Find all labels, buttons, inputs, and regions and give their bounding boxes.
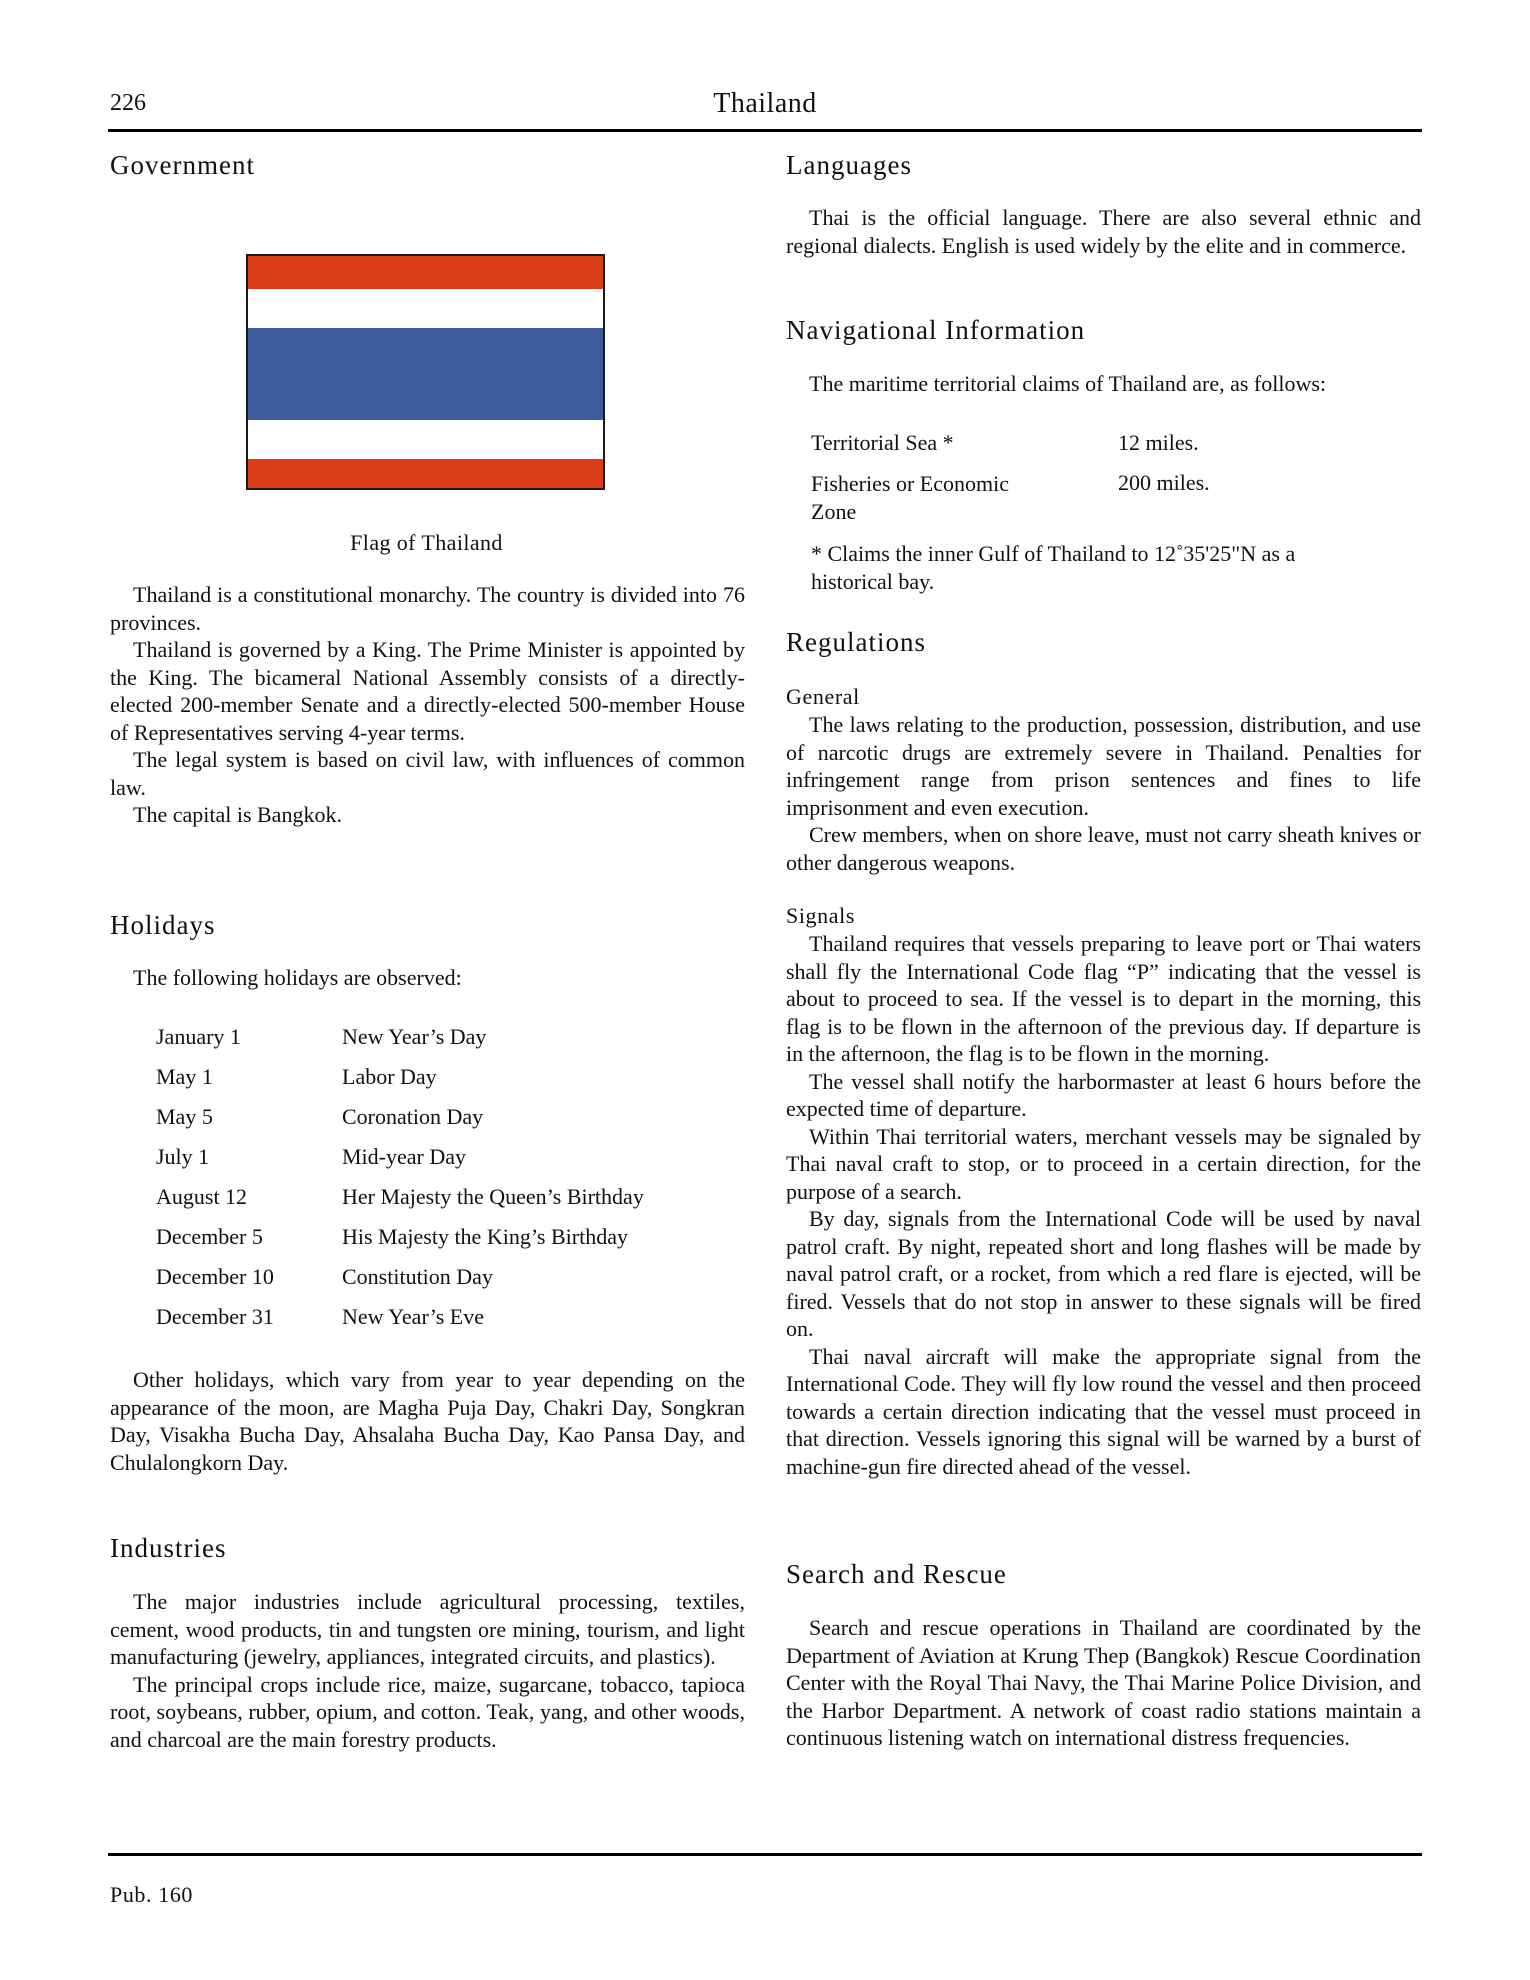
- holidays-table: [156, 1024, 736, 1344]
- footer-rule: [108, 1853, 1422, 1856]
- holiday-name: Coronation Day: [342, 1104, 484, 1129]
- holiday-name: New Year’s Eve: [342, 1304, 484, 1329]
- flag-caption: Flag of Thailand: [350, 530, 503, 555]
- table-row: [156, 1264, 736, 1304]
- table-row: [156, 1184, 736, 1224]
- other-holidays-block: [110, 1366, 745, 1476]
- government-paragraph: The legal system is based on civil law, with influences of common law.: [110, 747, 745, 800]
- general-body: [786, 711, 1421, 876]
- flag-stripe-white-top: [248, 289, 603, 328]
- claim-value: 12 miles.: [1118, 430, 1199, 455]
- holiday-name: Her Majesty the Queen’s Birthday: [342, 1184, 644, 1209]
- holiday-date: December 5: [156, 1224, 263, 1249]
- industries-heading: Industries: [110, 1533, 227, 1563]
- holiday-name: Constitution Day: [342, 1264, 493, 1289]
- table-row: [156, 1224, 736, 1264]
- holidays-intro: The following holidays are observed:: [133, 965, 462, 990]
- signals-paragraph: Within Thai territorial waters, merchant vessels may be signaled by Thai naval craft to stop, or to proceed in a certain direction, for the purpose of a search.: [786, 1123, 1421, 1204]
- holiday-name: New Year’s Day: [342, 1024, 487, 1049]
- table-row: [156, 1304, 736, 1344]
- signals-paragraph: Thailand requires that vessels preparing to leave port or Thai waters shall fly the International Code flag “P” indicating that the vessel is about to proceed to sea. If the vessel is to depart in the morning, this flag is to be flown in the afternoon of the previous day. If departure is in the afternoon, the flag is to be flown in the morning.: [786, 931, 1421, 1066]
- government-heading: Government: [110, 150, 255, 180]
- general-subheading: General: [786, 684, 860, 709]
- government-paragraph: Thailand is governed by a King. The Prime Minister is appointed by the King. The bicameral National Assembly consists of a directly-elected 200-member Senate and a directly-elected 500-member House of Representatives serving 4-year terms.: [110, 637, 745, 745]
- navigational-footnote: * Claims the inner Gulf of Thailand to 12˚35'25"N as a historical bay.: [811, 541, 1296, 594]
- holidays-intro-block: [110, 964, 745, 992]
- table-row: [811, 470, 1411, 538]
- table-row: [156, 1144, 736, 1184]
- holidays-heading: Holidays: [110, 910, 216, 940]
- regulations-heading: Regulations: [786, 627, 926, 657]
- claim-label: Fisheries or Economic Zone: [811, 471, 1009, 524]
- holiday-name: His Majesty the King’s Birthday: [342, 1224, 628, 1249]
- government-body: [110, 581, 745, 829]
- search-rescue-body: [786, 1614, 1421, 1752]
- flag-stripe-white-bottom: [248, 420, 603, 459]
- table-row: [811, 430, 1411, 470]
- signals-body: [786, 930, 1421, 1480]
- navigational-heading: Navigational Information: [786, 315, 1086, 345]
- claim-label: Territorial Sea *: [811, 430, 954, 455]
- claim-value: 200 miles.: [1118, 470, 1210, 495]
- holiday-date: December 10: [156, 1264, 274, 1289]
- table-row: [156, 1104, 736, 1144]
- publication-label: Pub. 160: [110, 1882, 194, 1907]
- signals-subheading: Signals: [786, 903, 855, 928]
- languages-heading: Languages: [786, 150, 912, 180]
- signals-paragraph: Thai naval aircraft will make the appropriate signal from the International Code. They will fly low round the vessel and then proceed towards a certain direction indicating that the vessel must proceed in that direction. Vessels ignoring this signal will be warned by a burst of machine-gun fire directed ahead of the vessel.: [786, 1343, 1421, 1479]
- languages-paragraph: Thai is the official language. There are also several ethnic and regional dialects. English is used widely by the elite and in commerce.: [786, 205, 1421, 258]
- navigational-intro-block: [786, 370, 1421, 398]
- flag-of-thailand-image: [246, 254, 605, 490]
- holiday-date: August 12: [156, 1184, 248, 1209]
- general-paragraph: Crew members, when on shore leave, must not carry sheath knives or other dangerous weapons.: [786, 822, 1421, 875]
- flag-stripe-red-top: [248, 256, 603, 289]
- languages-body: [786, 204, 1421, 259]
- holiday-name: Labor Day: [342, 1064, 437, 1089]
- holiday-date: May 1: [156, 1064, 213, 1089]
- general-paragraph: The laws relating to the production, possession, distribution, and use of narcotic drugs are extremely severe in Thailand. Penalties for infringement range from prison sentences and fines to life imprisonment and even execution.: [786, 712, 1421, 820]
- signals-paragraph: The vessel shall notify the harbormaster at least 6 hours before the expected time of departure.: [786, 1068, 1421, 1121]
- table-row: [156, 1024, 736, 1064]
- search-rescue-paragraph: Search and rescue operations in Thailand are coordinated by the Department of Aviation at Krung Thep (Bangkok) Rescue Coordination Center with the Royal Thai Navy, the Thai Marine Police Division, and the Harbor Department. A network of coast radio stations maintain a continuous listening watch on international distress frequencies.: [786, 1615, 1421, 1750]
- page-title: Thailand: [713, 88, 817, 119]
- holiday-date: July 1: [156, 1144, 210, 1169]
- search-rescue-heading: Search and Rescue: [786, 1559, 1007, 1589]
- industries-body: [110, 1588, 745, 1753]
- holiday-date: December 31: [156, 1304, 274, 1329]
- flag-stripe-blue: [248, 328, 603, 420]
- industries-paragraph: The major industries include agricultural processing, textiles, cement, wood products, tin and tungsten ore mining, tourism, and light manufacturing (jewelry, appliances, integrated circuits, and plastics).: [110, 1589, 745, 1669]
- table-row: [156, 1064, 736, 1104]
- holiday-date: May 5: [156, 1104, 213, 1129]
- flag-stripe-red-bottom: [248, 459, 603, 488]
- maritime-claims-table: [811, 430, 1411, 538]
- signals-paragraph: By day, signals from the International Code will be used by naval patrol craft. By night, repeated short and long flashes will be made by naval patrol craft, or a rocket, from which a red flare is ejected, will be fired. Vessels that do not stop in answer to these signals will be fired on.: [786, 1206, 1421, 1341]
- navigational-footnote-block: [811, 540, 1371, 595]
- header-rule: [108, 129, 1422, 132]
- page-number: 226: [110, 90, 146, 116]
- government-paragraph: Thailand is a constitutional monarchy. The country is divided into 76 provinces.: [110, 582, 745, 635]
- holiday-name: Mid-year Day: [342, 1144, 467, 1169]
- holiday-date: January 1: [156, 1024, 241, 1049]
- navigational-intro: The maritime territorial claims of Thailand are, as follows:: [809, 371, 1327, 396]
- government-paragraph: The capital is Bangkok.: [133, 802, 342, 827]
- industries-paragraph: The principal crops include rice, maize, sugarcane, tobacco, tapioca root, soybeans, rubber, opium, and cotton. Teak, yang, and other woods, and charcoal are the main forestry products.: [110, 1671, 745, 1752]
- other-holidays-paragraph: Other holidays, which vary from year to year depending on the appearance of the moon, are Magha Puja Day, Chakri Day, Songkran Day, Visakha Bucha Day, Ahsalaha Bucha Day, Kao Pansa Day, and Chulalongkorn Day.: [110, 1367, 745, 1475]
